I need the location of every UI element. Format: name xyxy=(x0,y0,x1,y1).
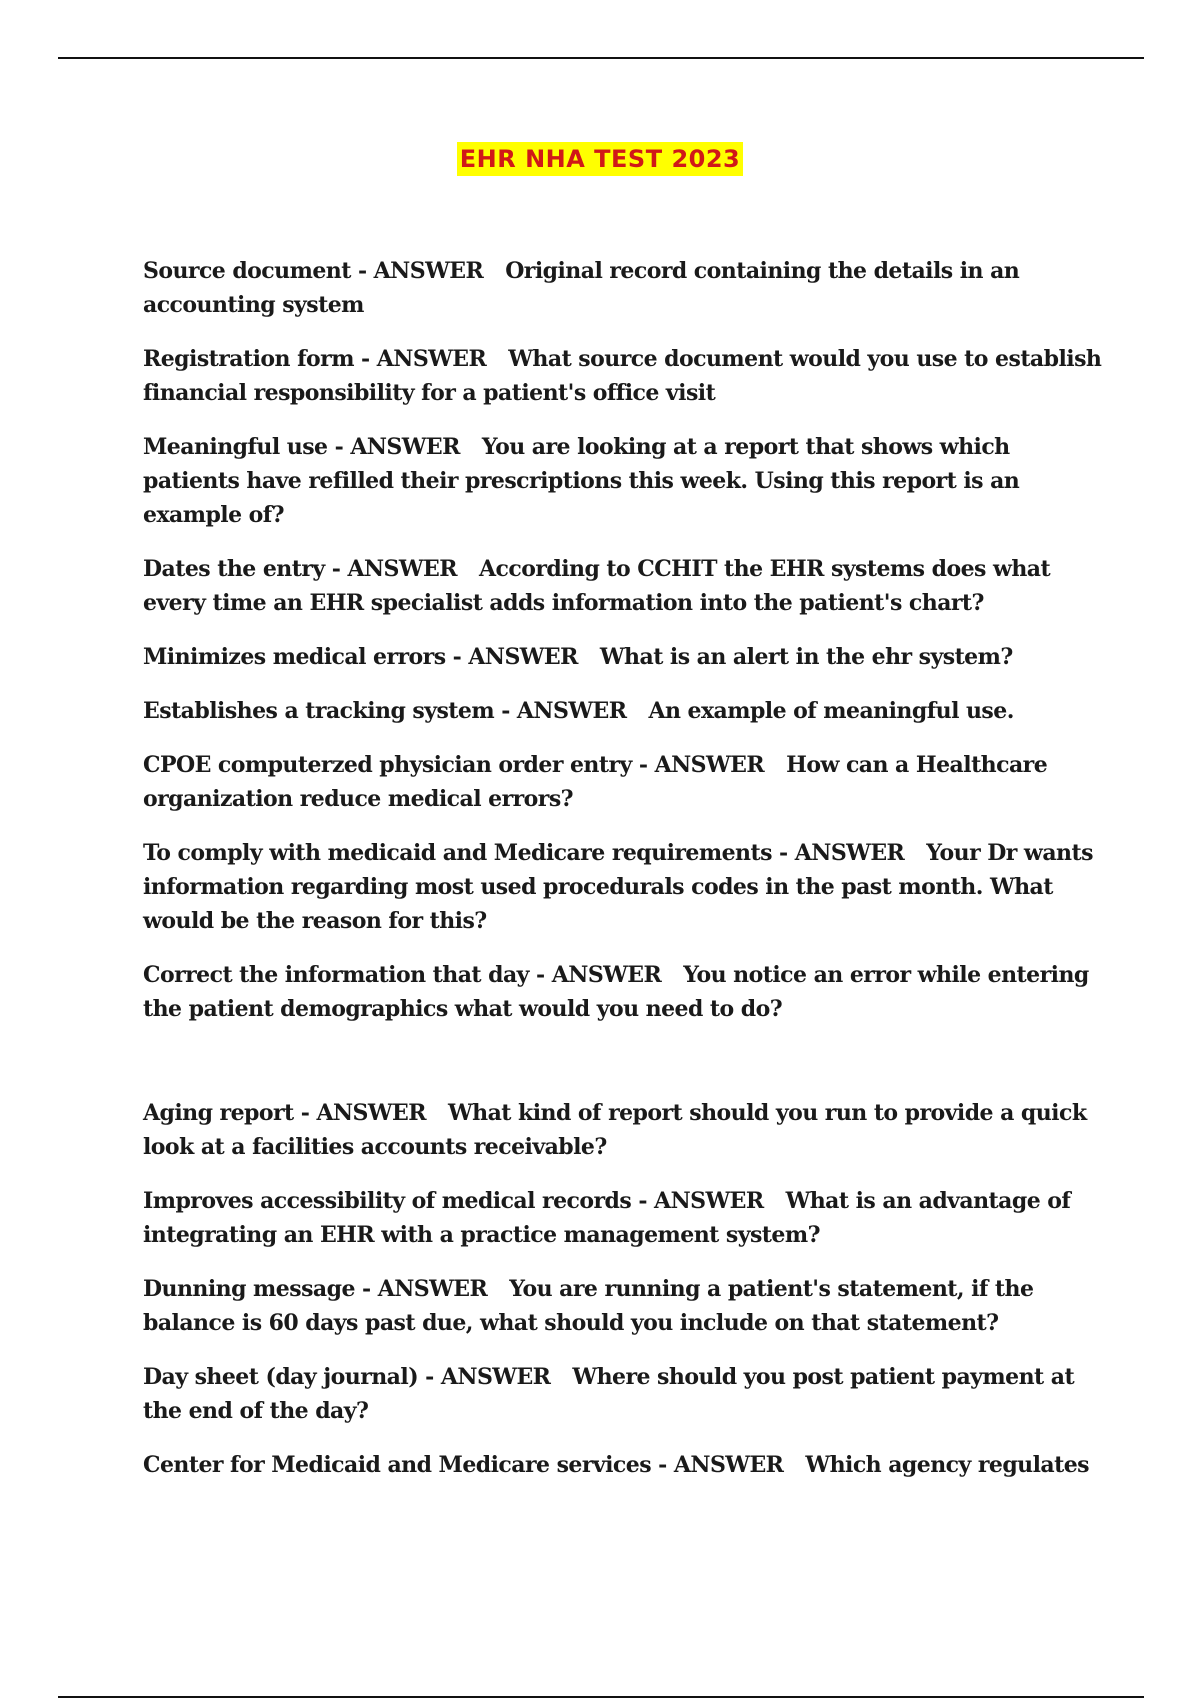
qa-term: Dates the entry xyxy=(143,556,325,582)
qa-item: Establishes a tracking system - ANSWER An example of meaningful use. xyxy=(143,698,1014,724)
qa-question: You are looking at a report that shows which patients have refilled their prescriptions this week. Using this report is an example of? xyxy=(143,434,1020,528)
qa-term: Meaningful use xyxy=(143,434,328,460)
qa-term: Dunning message xyxy=(143,1276,355,1302)
qa-answer-label: ANSWER xyxy=(440,1364,551,1390)
qa-item: Aging report - ANSWER What kind of report should you run to provide a quick look at a facilities accounts receivable? xyxy=(143,1100,1087,1160)
qa-question: An example of meaningful use. xyxy=(648,698,1014,724)
qa-item: Meaningful use - ANSWER You are looking at a report that shows which patients have refilled their prescriptions this week. Using this report is an example of? xyxy=(143,434,1020,528)
qa-question: You notice an error while entering the patient demographics what would you need to do? xyxy=(143,962,1089,1022)
qa-answer-label: ANSWER xyxy=(654,752,765,778)
qa-answer-label: ANSWER xyxy=(468,644,578,670)
qa-answer-label: ANSWER xyxy=(377,1276,488,1302)
qa-term: Improves accessibility of medical records xyxy=(143,1188,632,1214)
qa-answer-label: ANSWER xyxy=(654,1188,764,1214)
qa-question: Original record containing the details in an accounting system xyxy=(143,258,1020,318)
qa-term: Aging report xyxy=(143,1100,294,1126)
title-wrap xyxy=(0,142,1200,176)
qa-term: CPOE computerzed physician order entry xyxy=(143,752,632,778)
qa-answer-label: ANSWER xyxy=(373,258,484,284)
qa-term: Minimizes medical errors xyxy=(143,644,446,670)
qa-answer-label: ANSWER xyxy=(316,1100,426,1126)
qa-list xyxy=(143,254,1103,1502)
qa-answer-label: ANSWER xyxy=(347,556,457,582)
qa-term: Establishes a tracking system xyxy=(143,698,495,724)
qa-term: Correct the information that day xyxy=(143,962,529,988)
qa-question: Which agency regulates xyxy=(805,1452,1090,1478)
qa-question: What is an alert in the ehr system? xyxy=(599,644,1013,670)
qa-question: What source document would you use to establish financial responsibility for a patient's office visit xyxy=(143,346,1102,406)
qa-term: Center for Medicaid and Medicare services xyxy=(143,1452,652,1478)
qa-item: CPOE computerzed physician order entry - ANSWER How can a Healthcare organization reduce medical errors? xyxy=(143,752,1048,812)
qa-question: Your Dr wants information regarding most used procedurals codes in the past month. What would be the reason for this? xyxy=(143,840,1093,934)
qa-term: To comply with medicaid and Medicare requirements xyxy=(143,840,772,866)
bottom-rule xyxy=(58,1696,1144,1698)
qa-item: To comply with medicaid and Medicare requirements - ANSWER Your Dr wants information regarding most used procedurals codes in the past month. What would be the reason for this? xyxy=(143,840,1093,934)
qa-answer-label: ANSWER xyxy=(551,962,662,988)
qa-item: Center for Medicaid and Medicare services - ANSWER Which agency regulates xyxy=(143,1452,1090,1478)
qa-item: Day sheet (day journal) - ANSWER Where should you post patient payment at the end of the day? xyxy=(143,1364,1075,1424)
qa-question: You are running a patient's statement, if the balance is 60 days past due, what should you include on that statement? xyxy=(143,1276,1034,1336)
qa-question: What kind of report should you run to provide a quick look at a facilities accounts receivable? xyxy=(143,1100,1087,1160)
top-rule xyxy=(58,57,1144,59)
qa-question: What is an advantage of integrating an EHR with a practice management system? xyxy=(143,1188,1071,1248)
qa-term: Registration form xyxy=(143,346,354,372)
qa-item: Source document - ANSWER Original record containing the details in an accounting system xyxy=(143,258,1020,318)
qa-item: Dunning message - ANSWER You are running a patient's statement, if the balance is 60 days past due, what should you include on that statement? xyxy=(143,1276,1034,1336)
qa-question: How can a Healthcare organization reduce medical errors? xyxy=(143,752,1048,812)
qa-answer-label: ANSWER xyxy=(350,434,460,460)
qa-question: According to CCHIT the EHR systems does what every time an EHR specialist adds information into the patient's chart? xyxy=(143,556,1051,616)
qa-term: Day sheet (day journal) xyxy=(143,1364,419,1390)
qa-answer-label: ANSWER xyxy=(673,1452,784,1478)
qa-question: Where should you post patient payment at the end of the day? xyxy=(143,1364,1075,1424)
qa-answer-label: ANSWER xyxy=(516,698,627,724)
qa-answer-label: ANSWER xyxy=(376,346,487,372)
qa-item: Minimizes medical errors - ANSWER What is an alert in the ehr system? xyxy=(143,644,1013,670)
qa-item: Correct the information that day - ANSWER You notice an error while entering the patient demographics what would you need to do? xyxy=(143,962,1089,1022)
qa-item: Improves accessibility of medical records - ANSWER What is an advantage of integrating an EHR with a practice management system? xyxy=(143,1188,1071,1248)
qa-item: Dates the entry - ANSWER According to CCHIT the EHR systems does what every time an EHR specialist adds information into the patient's chart? xyxy=(143,556,1051,616)
qa-item: Registration form - ANSWER What source document would you use to establish financial responsibility for a patient's office visit xyxy=(143,346,1102,406)
qa-answer-label: ANSWER xyxy=(794,840,905,866)
page-title: EHR NHA TEST 2023 xyxy=(457,142,744,176)
qa-term: Source document xyxy=(143,258,351,284)
